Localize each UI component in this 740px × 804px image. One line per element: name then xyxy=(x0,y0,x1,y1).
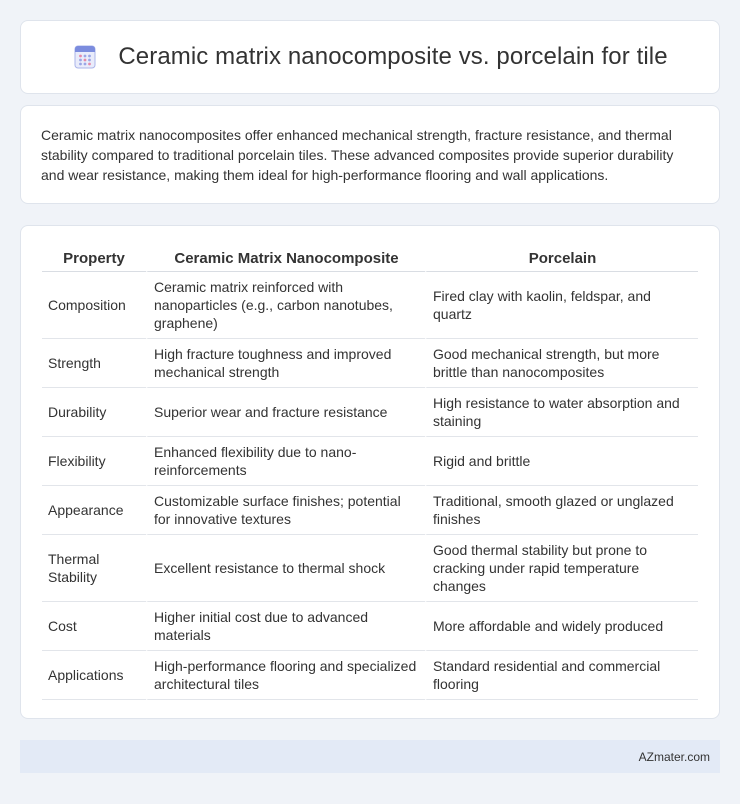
title-wrap xyxy=(72,43,667,71)
table-row xyxy=(42,486,698,535)
property-cell: Flexibility xyxy=(42,437,146,486)
porcelain-cell: High resistance to water absorption and staining xyxy=(425,388,698,437)
property-cell: Composition xyxy=(42,272,146,339)
header-porcelain: Porcelain xyxy=(425,246,698,272)
property-cell: Thermal Stability xyxy=(42,535,146,602)
table-row xyxy=(42,535,698,602)
property-cell: Strength xyxy=(42,339,146,388)
title-card xyxy=(20,20,720,94)
table-row xyxy=(42,339,698,388)
footer-brand: AZmater.com xyxy=(638,749,710,764)
nanocomposite-cell: Ceramic matrix reinforced with nanoparticles (e.g., carbon nanotubes, graphene) xyxy=(146,272,425,339)
intro-card xyxy=(20,105,720,204)
nanocomposite-cell: Excellent resistance to thermal shock xyxy=(146,535,425,602)
porcelain-cell: Good thermal stability but prone to cracking under rapid temperature changes xyxy=(425,535,698,602)
page-title: Ceramic matrix nanocomposite vs. porcelain for tile xyxy=(118,43,668,70)
table-row xyxy=(42,602,698,651)
header-ceramic-matrix-nanocomposite: Ceramic Matrix Nanocomposite xyxy=(146,246,425,272)
nanocomposite-cell: Customizable surface finishes; potential for innovative textures xyxy=(146,486,425,535)
porcelain-cell: Fired clay with kaolin, feldspar, and quartz xyxy=(425,272,698,339)
table-row xyxy=(42,437,698,486)
footer-bar xyxy=(20,740,720,773)
porcelain-cell: Good mechanical strength, but more brittle than nanocomposites xyxy=(425,339,698,388)
nanocomposite-cell: Higher initial cost due to advanced materials xyxy=(146,602,425,651)
property-cell: Applications xyxy=(42,651,146,700)
table-icon xyxy=(72,44,98,70)
header-property: Property xyxy=(42,246,146,272)
table-row xyxy=(42,651,698,700)
property-cell: Durability xyxy=(42,388,146,437)
table-row xyxy=(42,272,698,339)
porcelain-cell: Rigid and brittle xyxy=(425,437,698,486)
table-row xyxy=(42,388,698,437)
intro-paragraph: Ceramic matrix nanocomposites offer enhanced mechanical strength, fracture resistance, and thermal stability compared to traditional porcelain tiles. These advanced composites provide superior durability and wear resistance, making them ideal for high-performance flooring and wall applications. xyxy=(41,127,674,183)
porcelain-cell: Standard residential and commercial flooring xyxy=(425,651,698,700)
nanocomposite-cell: Enhanced flexibility due to nano-reinforcements xyxy=(146,437,425,486)
comparison-card xyxy=(20,225,720,719)
nanocomposite-cell: Superior wear and fracture resistance xyxy=(146,388,425,437)
nanocomposite-cell: High-performance flooring and specialized architectural tiles xyxy=(146,651,425,700)
nanocomposite-cell: High fracture toughness and improved mechanical strength xyxy=(146,339,425,388)
property-cell: Cost xyxy=(42,602,146,651)
porcelain-cell: More affordable and widely produced xyxy=(425,602,698,651)
table-header-row xyxy=(42,246,698,272)
comparison-table xyxy=(42,246,698,700)
property-cell: Appearance xyxy=(42,486,146,535)
porcelain-cell: Traditional, smooth glazed or unglazed finishes xyxy=(425,486,698,535)
